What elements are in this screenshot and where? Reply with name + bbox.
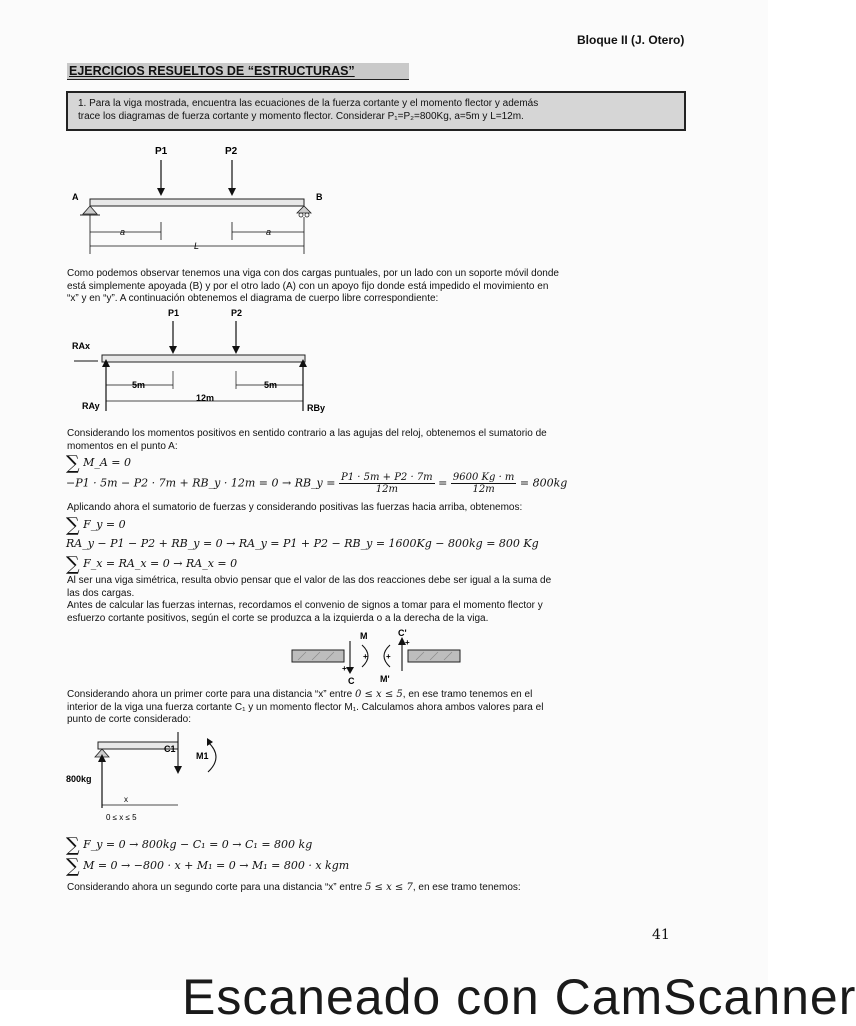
svg-text:M1: M1 <box>196 751 209 761</box>
free-body-diagram <box>70 307 340 419</box>
paragraph-6: Considerando ahora un segundo corte para una distancia “x” entre 5 ≤ x ≤ 7, en ese tramo tenemos: <box>67 882 521 893</box>
svg-text:a: a <box>266 227 272 237</box>
scanner-strip <box>0 969 856 1025</box>
left-beam-section <box>292 650 344 662</box>
fig1-pin-support <box>83 206 97 214</box>
svg-text:+: + <box>405 638 410 647</box>
equation-m1: ∑ M = 0 → −800 · x + M₁ = 0 → M₁ = 800 · x kgm <box>66 855 350 877</box>
svg-text:C1: C1 <box>164 744 176 754</box>
fig1-p2-label: P2 <box>225 146 238 157</box>
svg-text:C': C' <box>398 628 407 638</box>
section-title: EJERCICIOS RESUELTOS DE “ESTRUCTURAS” <box>67 63 409 80</box>
beam-figure-1 <box>70 142 330 262</box>
svg-text:12m: 12m <box>196 393 215 403</box>
problem-line-2: trace los diagramas de fuerza cortante y momento flector. Considerar P₁=P₂=800Kg, a=5m y L=12m. <box>78 111 524 122</box>
equation-sum-fx: ∑ F_x = RA_x = 0 → RA_x = 0 <box>66 553 238 575</box>
fig1-p1-arrowhead <box>157 188 165 196</box>
paragraph-5: Considerando ahora un primer corte para una distancia “x” entre 0 ≤ x ≤ 5, en ese tramo tenemos en el interior de la viga una fuerza cortante C₁ y un momento flector M₁. Calculamos ahora ambos valores para el punto de corte considerado: <box>67 689 544 725</box>
svg-text:0 ≤ x ≤ 5: 0 ≤ x ≤ 5 <box>106 813 137 822</box>
svg-text:x: x <box>124 795 128 804</box>
svg-text:+: + <box>363 652 368 661</box>
paragraph-1: Como podemos observar tenemos una viga con dos cargas puntuales, por un lado con un soporte móvil donde está simplemente apoyada (B) y por el otro lado (A) con un apoyo fijo donde está impedido el movimiento en “x” y en “y”. A continuación obtenemos el diagrama de cuerpo libre correspondiente: <box>67 268 559 304</box>
page-number: 41 <box>652 927 670 943</box>
fig1-a-label: A <box>72 192 79 202</box>
svg-text:+: + <box>386 652 391 661</box>
rax-label: RAx <box>72 341 91 351</box>
fig1-beam <box>90 199 304 206</box>
fbd-beam <box>102 355 305 362</box>
svg-text:C: C <box>348 676 355 686</box>
svg-text:L: L <box>194 241 200 251</box>
equation-c1: ∑ F_y = 0 → 800kg − C₁ = 0 → C₁ = 800 kg <box>66 834 313 856</box>
page-header: Bloque II (J. Otero) <box>577 33 685 47</box>
paragraph-4: Al ser una viga simétrica, resulta obvio pensar que el valor de las dos reacciones debe ser igual a la suma de las dos cargas. Antes de calcular las fuerzas internas, recordamos el convenio de signos a tomar para el momento flector y esfuerzo cortante positivos, según el corte se produzca a la izquierda o a la derecha de la viga. <box>67 575 552 624</box>
svg-text:a: a <box>120 227 126 237</box>
first-cut-diagram <box>66 728 226 824</box>
svg-text:+: + <box>342 664 347 673</box>
rby-label: RBy <box>307 403 326 413</box>
fig1-b-label: B <box>316 192 323 202</box>
fig1-p1-label: P1 <box>155 146 168 157</box>
svg-text:800kg: 800kg <box>66 774 92 784</box>
scanner-watermark: Escaneado con CamScanner <box>182 969 856 1025</box>
problem-line-1: 1. Para la viga mostrada, encuentra las ecuaciones de la fuerza cortante y el momento flector y además <box>78 98 539 109</box>
problem-statement-box <box>66 91 686 131</box>
svg-text:P1: P1 <box>168 308 180 318</box>
fig1-roller-support <box>297 206 311 213</box>
svg-text:5m: 5m <box>132 380 146 390</box>
equation-sum-fy: ∑ F_y = 0 <box>66 514 126 536</box>
paragraph-2: Considerando los momentos positivos en sentido contrario a las agujas del reloj, obtenemos el sumatorio de momentos en el punto A: <box>67 428 547 452</box>
svg-text:P2: P2 <box>231 308 243 318</box>
equation-ray: RA_y − P1 − P2 + RB_y = 0 → RA_y = P1 + P2 − RB_y = 1600Kg − 800kg = 800 Kg <box>66 537 539 550</box>
equation-rby: −P1 · 5m − P2 · 7m + RB_y · 12m = 0 → RB_y = $\frac{P1 \cdot 5m + P2 \cdot 7m}{12m}$ = $\frac{9600 Kg \cdot m}{12m}$ = 800kg <box>66 472 568 495</box>
equation-sum-moments: ∑ M_A = 0 <box>66 452 131 474</box>
ray-label: RAy <box>82 401 100 411</box>
svg-text:M: M <box>360 631 368 641</box>
fig1-p2-arrowhead <box>228 188 236 196</box>
paragraph-3: Aplicando ahora el sumatorio de fuerzas y considerando positivas las fuerzas hacia arriba, obtenemos: <box>67 502 523 513</box>
svg-text:M': M' <box>380 674 390 684</box>
svg-text:5m: 5m <box>264 380 278 390</box>
sign-convention-diagram <box>290 627 465 687</box>
